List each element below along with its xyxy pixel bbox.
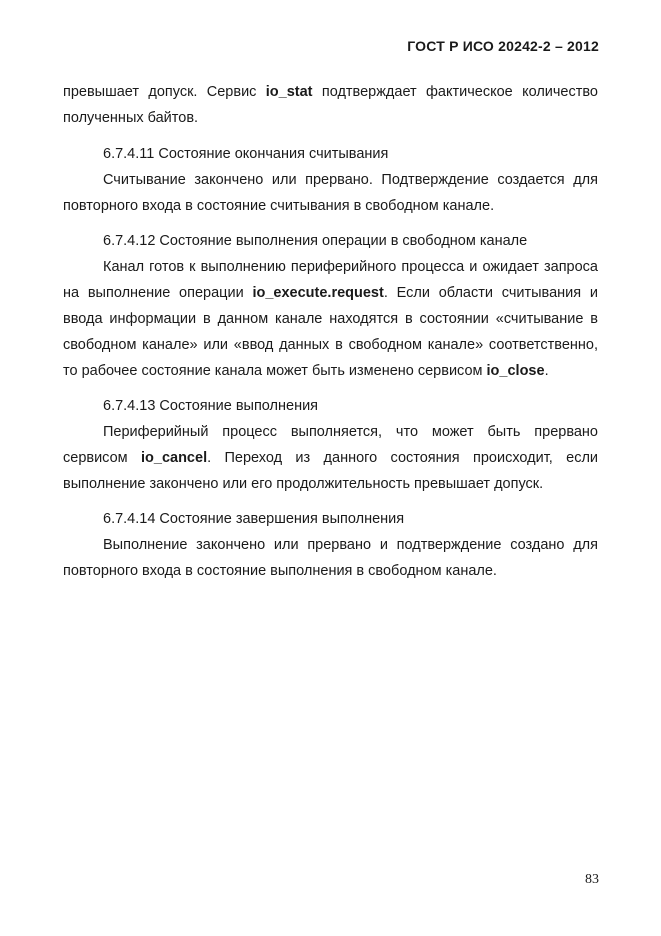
service-name-io-execute-request: io_execute.request (252, 285, 384, 301)
intro-text-1: превышает допуск. Сервис (63, 84, 266, 100)
intro-paragraph (63, 79, 598, 131)
section-text-6-7-4-11: Считывание закончено или прервано. Подтверждение создается для повторного входа в состояние считывания в свободном канале. (63, 172, 598, 214)
section-text-part: . (544, 363, 549, 379)
page-number: 83 (585, 872, 599, 887)
section-heading-6-7-4-11: 6.7.4.11 Состояние окончания считывания (103, 146, 389, 162)
section-text-part: Канал готов к выполнению периферийного процесса и ожидает запроса на выполнение операции (63, 259, 598, 301)
section-heading-6-7-4-12: 6.7.4.12 Состояние выполнения операции в свободном канале (103, 233, 528, 249)
section-text-part: Периферийный процесс выполняется, что может быть прервано сервисом (63, 424, 598, 466)
section-text-6-7-4-14: Выполнение закончено или прервано и подтверждение создано для повторного входа в состояние выполнения в свободном канале. (63, 537, 598, 579)
section-text-6-7-4-12 (63, 254, 598, 384)
section-heading-6-7-4-14: 6.7.4.14 Состояние завершения выполнения (103, 511, 405, 527)
service-name-io-close: io_close (486, 363, 545, 379)
document-body (63, 79, 598, 584)
section-text-part: . Переход из данного состояния происходит, если выполнение закончено или его продолжительность превышает допуск. (63, 450, 599, 492)
section-text-part: . Если области считывания и ввода информации в данном канале находятся в состоянии «считывание в свободном канале» или «ввод данных в свободном канале» соответственно, то рабочее состояние канала может быть изменено сервисом (63, 285, 598, 379)
document-header: ГОСТ Р ИСО 20242-2 – 2012 (407, 38, 599, 54)
section-heading-6-7-4-13: 6.7.4.13 Состояние выполнения (103, 398, 319, 414)
section-text-6-7-4-13 (63, 419, 598, 497)
service-name-io-cancel: io_cancel (141, 450, 208, 466)
intro-text-2: подтверждает фактическое количество полученных байтов. (63, 84, 598, 126)
service-name-io-stat: io_stat (265, 84, 313, 100)
